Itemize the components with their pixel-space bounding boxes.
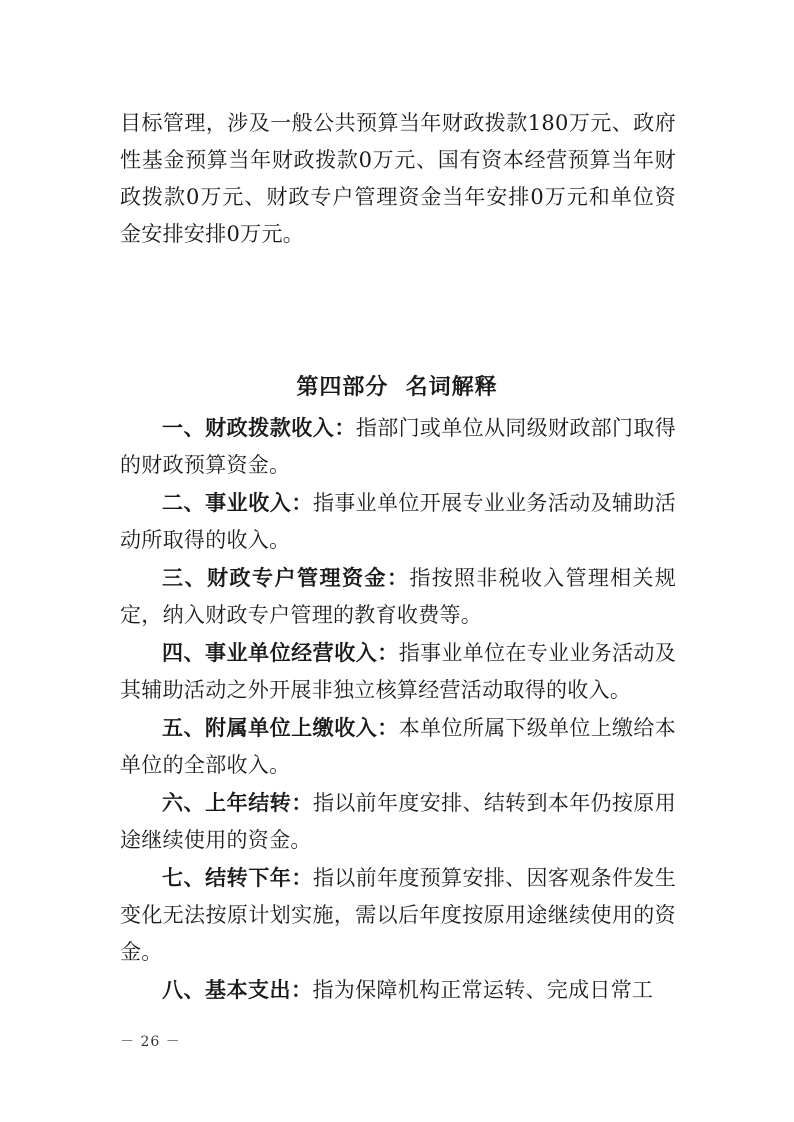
term-heading: 二、事业收入： [162, 491, 313, 515]
term-item [120, 410, 676, 484]
term-definition: 指以前年度预算安排、因客观条件发生变化无法按原计划实施，需以后年度按原用途继续使用的资金。 [120, 866, 677, 964]
term-definition: 本单位所属下级单位上缴给本单位的全部收入。 [120, 716, 677, 777]
term-definition: 指为保障机构正常运转、完成日常工 [312, 978, 654, 1002]
term-definition: 指按照非税收入管理相关规定，纳入财政专户管理的教育收费等。 [120, 566, 676, 627]
term-heading: 八、基本支出： [162, 978, 313, 1002]
page-number: － 26 － [120, 1034, 181, 1050]
term-list [120, 410, 676, 1010]
term-item [120, 485, 676, 559]
term-item [120, 860, 676, 971]
term-item [120, 785, 676, 859]
term-item [120, 972, 676, 1009]
term-heading: 三、财政专户管理资金： [162, 566, 410, 590]
term-heading: 六、上年结转： [162, 791, 313, 815]
term-item [120, 710, 676, 784]
section-title: 第四部分 名词解释 [296, 375, 498, 400]
term-definition: 指以前年度安排、结转到本年仍按原用途继续使用的资金。 [120, 791, 677, 852]
term-heading: 七、结转下年： [162, 866, 313, 890]
term-item [120, 635, 676, 709]
term-definition: 指事业单位在专业业务活动及其辅助活动之外开展非独立核算经营活动取得的收入。 [120, 641, 677, 702]
term-heading: 五、附属单位上缴收入： [162, 716, 399, 740]
intro-paragraph: 目标管理，涉及一般公共预算当年财政拨款180万元、政府性基金预算当年财政拨款0万元、国有资本经营预算当年财政拨款0万元、财政专户管理资金当年安排0万元和单位资金安排安排0万元。 [120, 111, 676, 246]
term-heading: 一、财政拨款收入： [162, 416, 356, 440]
term-item [120, 560, 676, 634]
term-definition: 指事业单位开展专业业务活动及辅助活动所取得的收入。 [120, 491, 677, 552]
term-definition: 指部门或单位从同级财政部门取得的财政预算资金。 [120, 416, 676, 477]
term-heading: 四、事业单位经营收入： [162, 641, 399, 665]
